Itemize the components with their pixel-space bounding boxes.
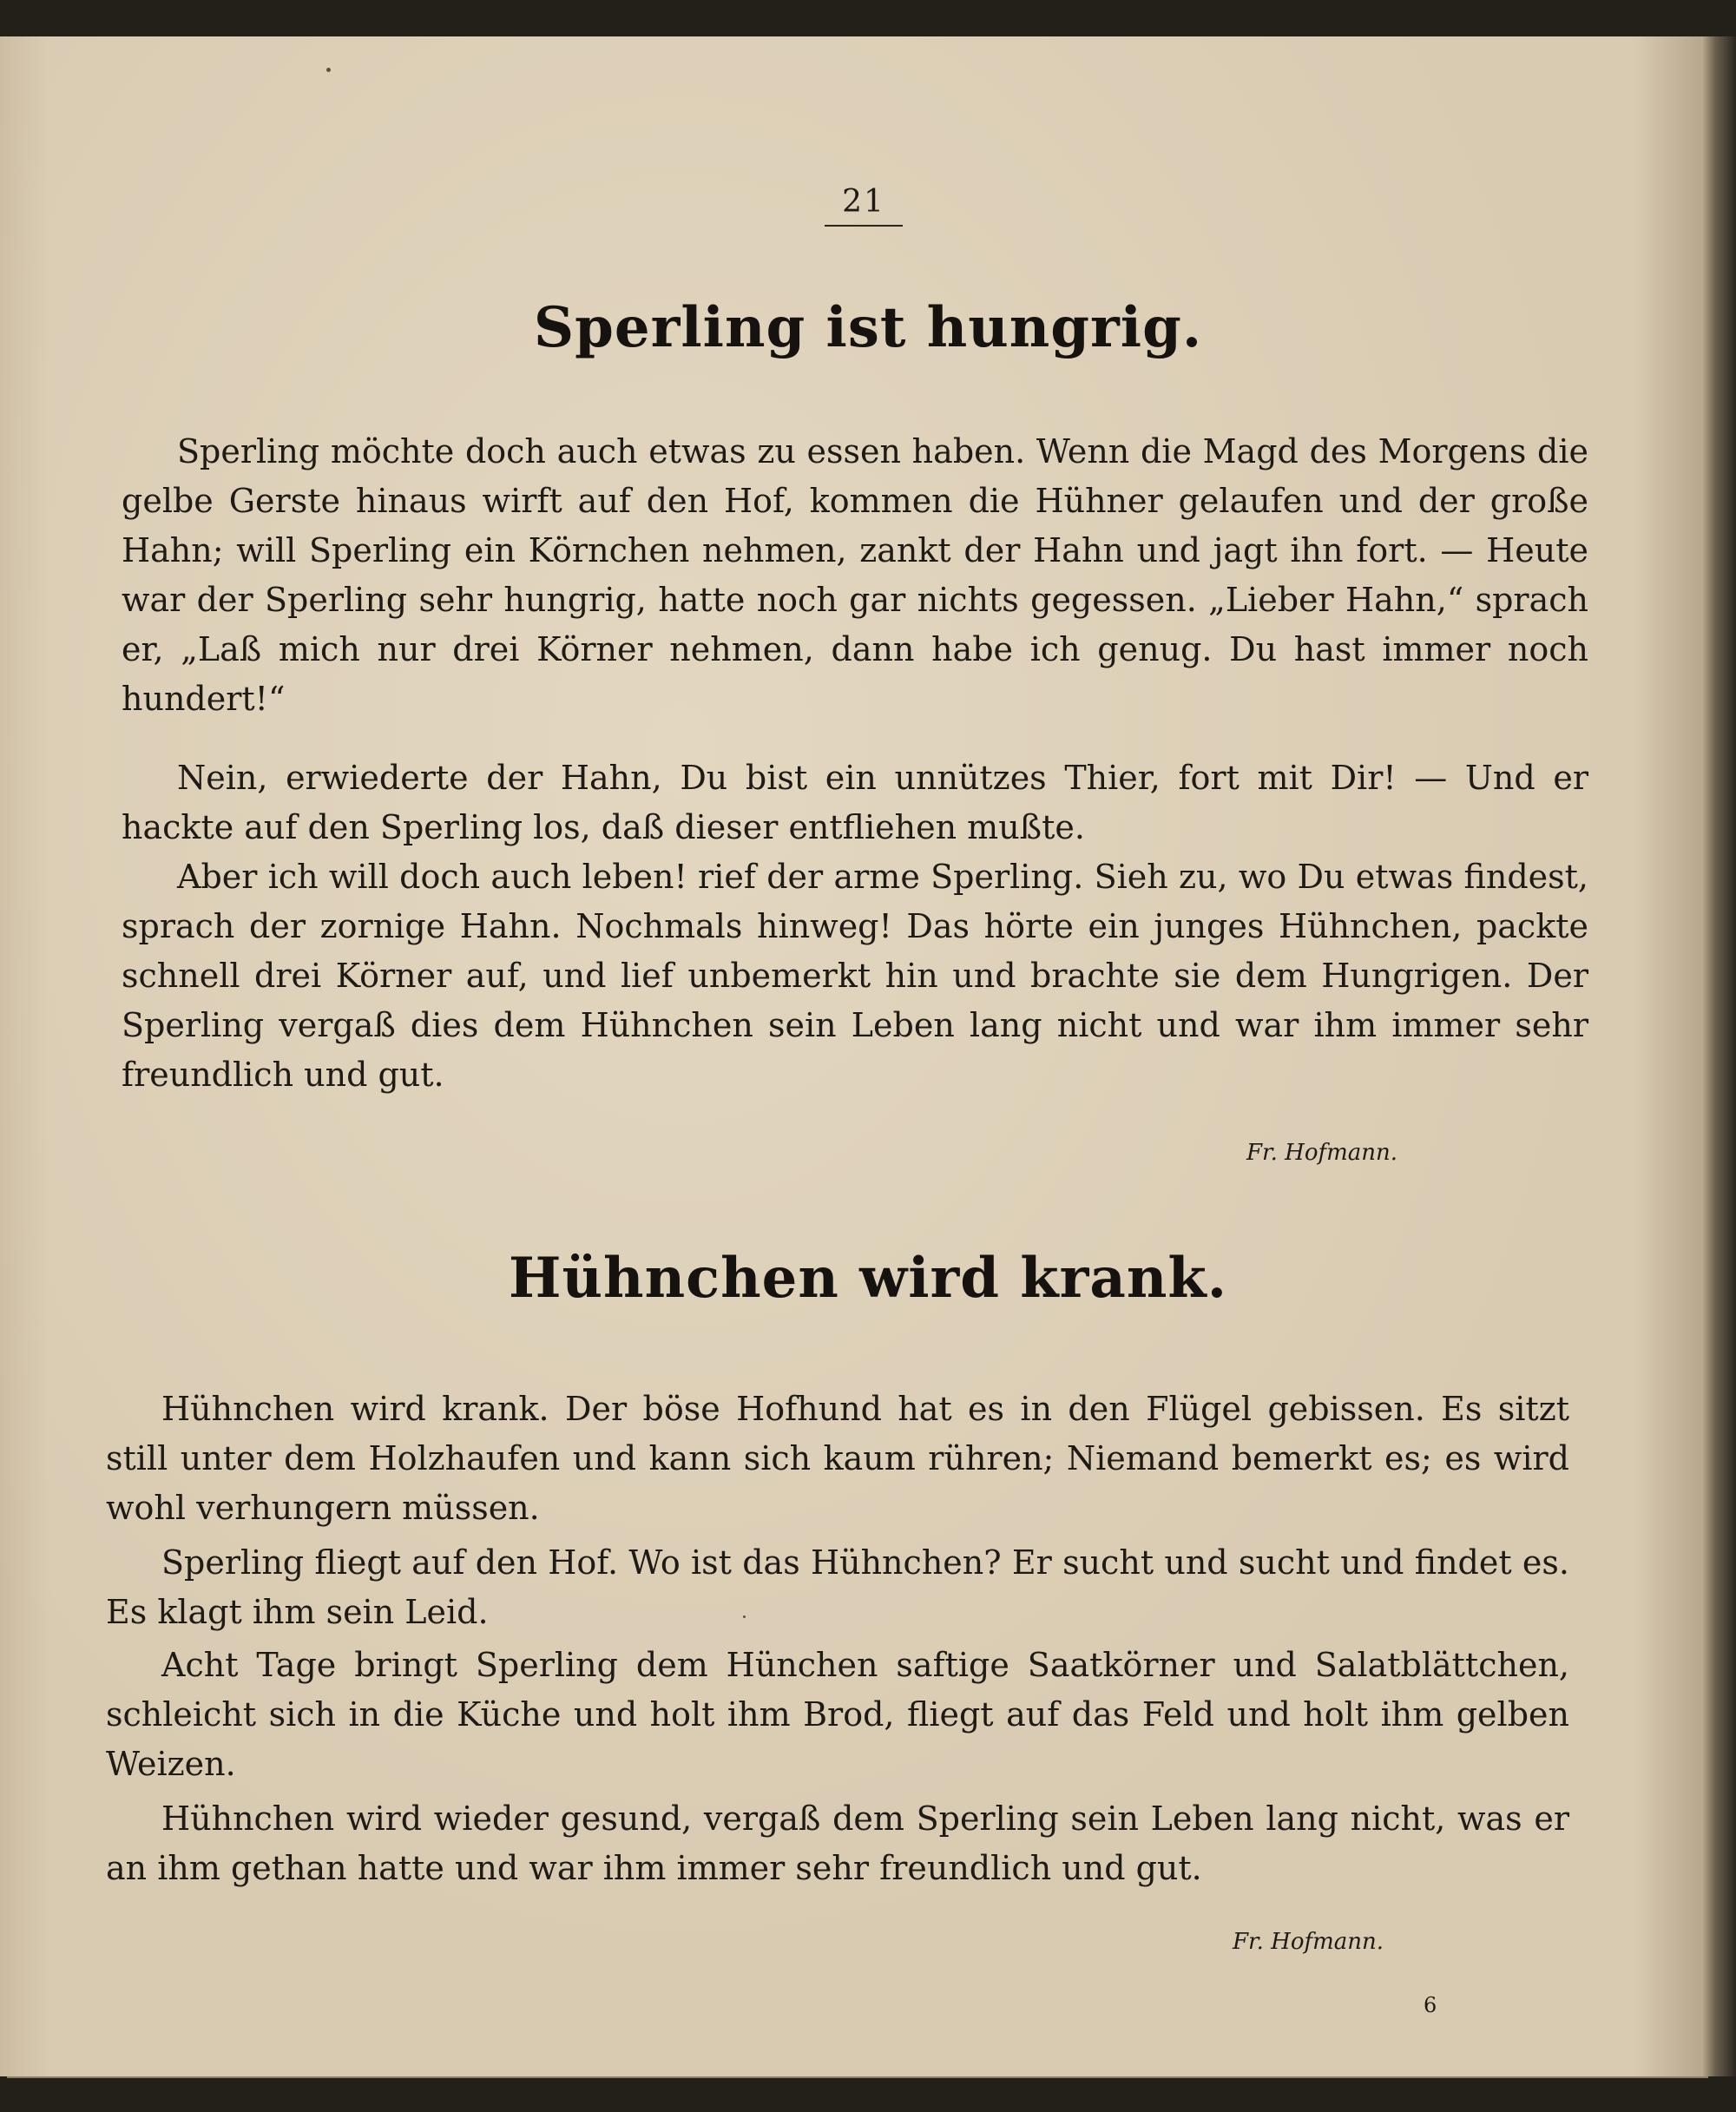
- paragraph-text: Hühnchen wird wieder gesund, vergaß dem Sperling sein Leben lang nicht, was er an ihm gethan hatte und war ihm immer sehr freundlich und gut.: [106, 1799, 1569, 1887]
- paragraph-text: Hühnchen wird krank. Der böse Hofhund hat es in den Flügel gebissen. Es sitzt still unter dem Holzhaufen und kann sich kaum rühren; Niemand bemerkt es; es wird wohl verhungern müssen.: [106, 1390, 1569, 1527]
- story-title-sperling: Sperling ist hungrig.: [533, 295, 1203, 360]
- paper-speck: [326, 68, 331, 72]
- page-number: 21: [825, 184, 903, 227]
- story2-paragraph-2: [106, 1538, 1569, 1637]
- paragraph-text: Sperling möchte doch auch etwas zu essen haben. Wenn die Magd des Morgens die gelbe Gerste hinaus wirft auf den Hof, kommen die Hühner gelaufen und der große Hahn; will Sperling ein Körnchen nehmen, zankt der Hahn und jagt ihn fort. — Heute war der Sperling sehr hungrig, hatte noch gar nichts gegessen. „Lieber Hahn,“ sprach er, „Laß mich nur drei Körner nehmen, dann habe ich genug. Du hast immer noch hundert!“: [122, 432, 1588, 718]
- story1-author: Fr. Hofmann.: [1246, 1140, 1398, 1166]
- story1-paragraph-2: [122, 753, 1588, 852]
- story1-paragraph-1: [122, 427, 1588, 724]
- paragraph-text: Aber ich will doch auch leben! rief der arme Sperling. Sieh zu, wo Du etwas findest, sprach der zornige Hahn. Nochmals hinweg! Das hörte ein junges Hühnchen, packte schnell drei Körner auf, und lief unbemerkt hin und brachte sie dem Hungrigen. Der Sperling vergaß dies dem Hühnchen sein Leben lang nicht und war ihm immer sehr freundlich und gut.: [122, 858, 1588, 1094]
- paragraph-text: Acht Tage bringt Sperling dem Hünchen saftige Saatkörner und Salatblättchen, schleicht sich in die Küche und holt ihm Brod, fliegt auf das Feld und holt ihm gelben Weizen.: [106, 1646, 1569, 1783]
- signature-mark: 6: [1424, 1993, 1437, 2017]
- story-title-huehnchen: Hühnchen wird krank.: [509, 1246, 1227, 1311]
- story1-paragraph-3: [122, 852, 1588, 1100]
- paragraph-text: Sperling fliegt auf den Hof. Wo ist das Hühnchen? Er sucht und sucht und findet es. Es klagt ihm sein Leid.: [106, 1543, 1569, 1631]
- story2-paragraph-1: [106, 1385, 1569, 1533]
- story2-paragraph-4: [106, 1794, 1569, 1893]
- story2-paragraph-3: [106, 1641, 1569, 1789]
- story2-author: Fr. Hofmann.: [1233, 1929, 1384, 1955]
- paragraph-text: Nein, erwiederte der Hahn, Du bist ein unnützes Thier, fort mit Dir! — Und er hackte auf den Sperling los, daß dieser entfliehen mußte.: [122, 759, 1588, 846]
